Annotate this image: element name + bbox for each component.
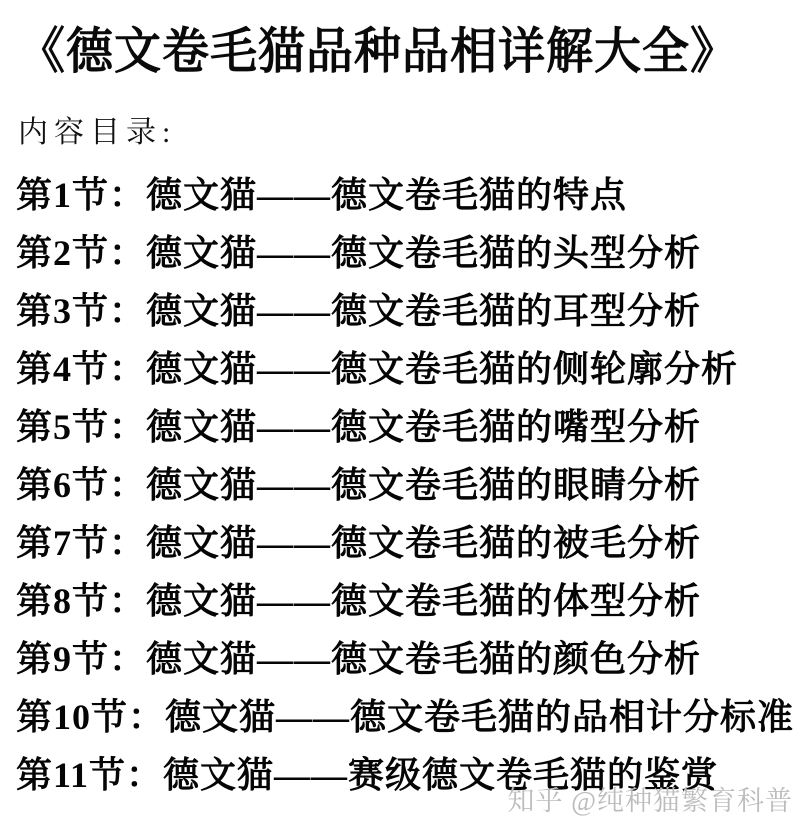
toc-item-7: 第7节：德文猫——德文卷毛猫的被毛分析 bbox=[16, 522, 702, 563]
toc-item-2: 第2节：德文猫——德文卷毛猫的头型分析 bbox=[16, 232, 702, 273]
toc-item-8: 第8节：德文猫——德文卷毛猫的体型分析 bbox=[16, 580, 702, 621]
toc-item-3: 第3节：德文猫——德文卷毛猫的耳型分析 bbox=[16, 290, 702, 331]
toc-item-6: 第6节：德文猫——德文卷毛猫的眼睛分析 bbox=[16, 464, 702, 505]
toc-item-1: 第1节：德文猫——德文卷毛猫的特点 bbox=[16, 174, 628, 215]
toc-item-5: 第5节：德文猫——德文卷毛猫的嘴型分析 bbox=[16, 406, 702, 447]
toc-heading: 内容目录: bbox=[18, 115, 177, 149]
toc-item-4: 第4节：德文猫——德文卷毛猫的侧轮廓分析 bbox=[16, 348, 739, 389]
toc-list bbox=[16, 175, 793, 795]
toc-item-10: 第10节：德文猫——德文卷毛猫的品相计分标准 bbox=[16, 696, 795, 737]
toc-item-11: 第11节：德文猫——赛级德文卷毛猫的鉴赏 bbox=[16, 754, 719, 795]
page-title: 《德文卷毛猫品种品相详解大全》 bbox=[18, 25, 738, 80]
toc-item-9: 第9节：德文猫——德文卷毛猫的颜色分析 bbox=[16, 638, 702, 679]
watermark-zhihu: 知乎 @纯种猫繁育科普 bbox=[507, 786, 793, 816]
